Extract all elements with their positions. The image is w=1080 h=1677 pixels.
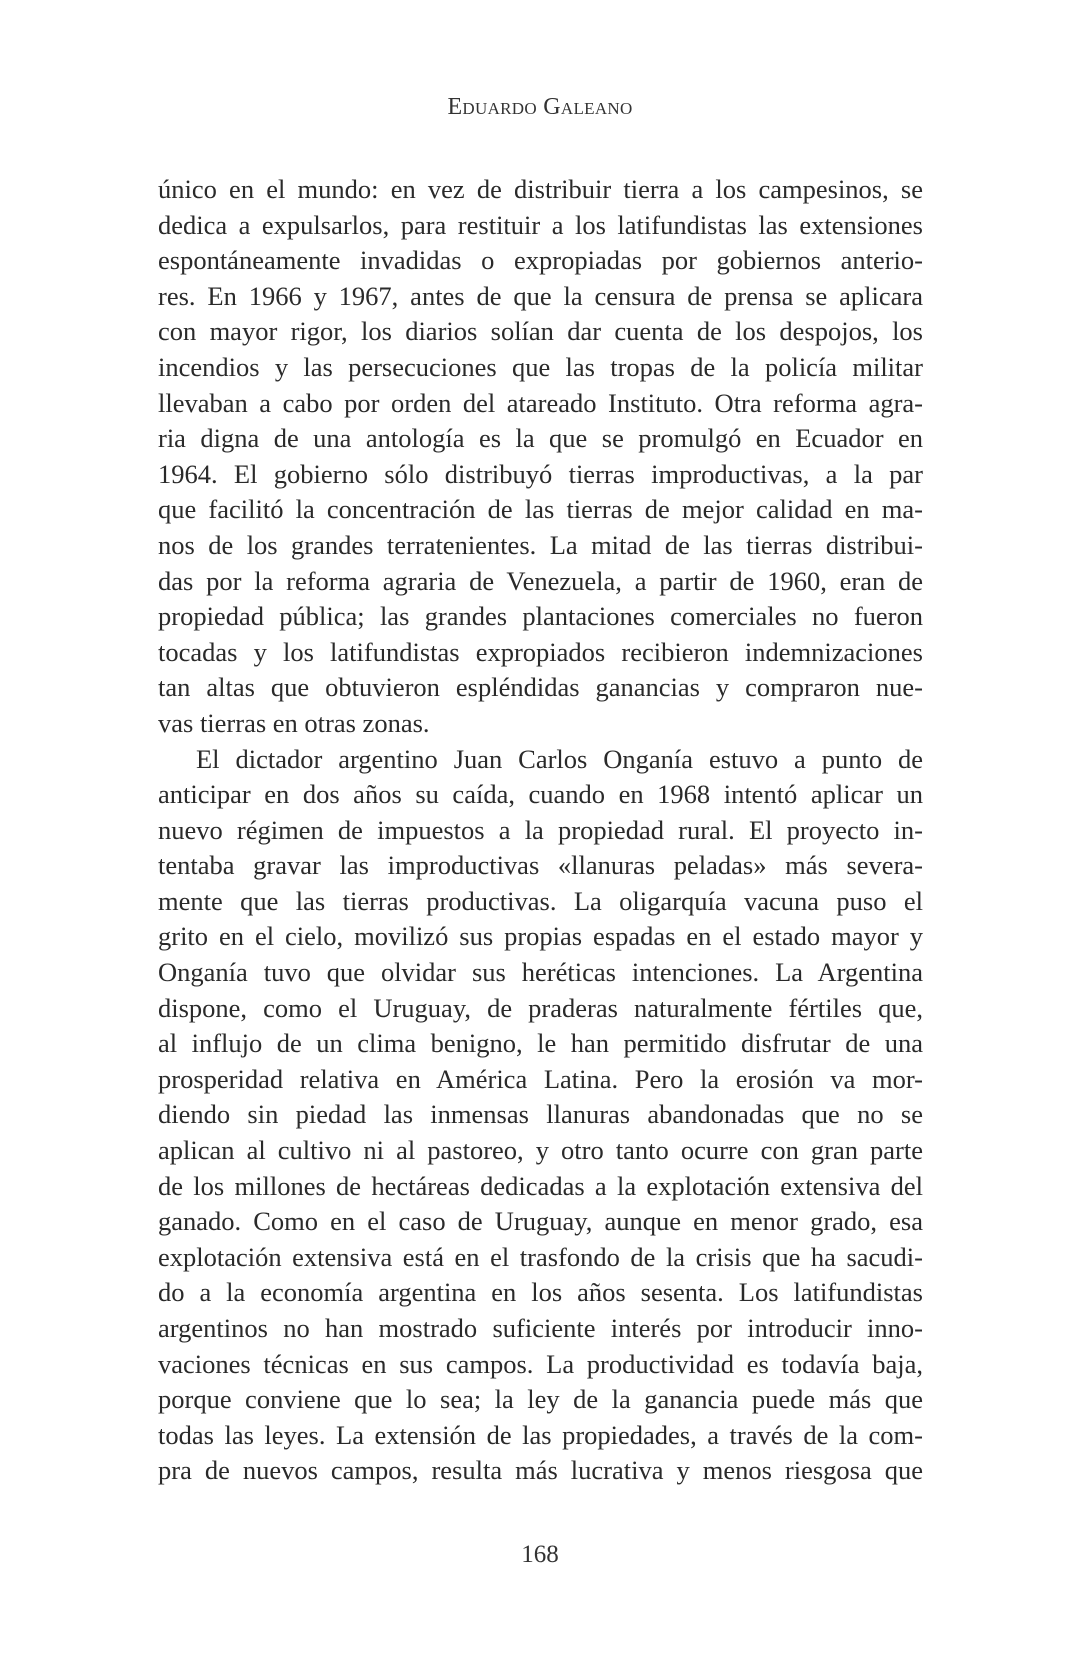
text-line: Onganía tuvo que olvidar sus heréticas intenciones. La Argentina (158, 957, 923, 988)
text-line: vas tierras en otras zonas. (158, 707, 430, 738)
text-line: tentaba gravar las improductivas «llanuras peladas» más severa- (158, 850, 923, 881)
text-line: anticipar en dos años su caída, cuando en 1968 intentó aplicar un (158, 779, 923, 810)
running-header: Eduardo Galeano (447, 94, 633, 120)
text-line: explotación extensiva está en el trasfondo de la crisis que ha sacudi- (158, 1241, 923, 1272)
text-line: grito en el cielo, movilizó sus propias espadas en el estado mayor y (158, 921, 923, 952)
text-line: res. En 1966 y 1967, antes de que la censura de prensa se aplicara (158, 280, 923, 311)
text-line: con mayor rigor, los diarios solían dar cuenta de los despojos, los (158, 316, 923, 347)
text-line: 1964. El gobierno sólo distribuyó tierras improductivas, a la par (158, 458, 923, 489)
text-line: prosperidad relativa en América Latina. Pero la erosión va mor- (158, 1063, 923, 1094)
page-number: 168 (521, 1541, 559, 1568)
text-line: ganado. Como en el caso de Uruguay, aunque en menor grado, esa (158, 1206, 923, 1237)
text-line: porque conviene que lo sea; la ley de la ganancia puede más que (158, 1384, 923, 1415)
text-line: de los millones de hectáreas dedicadas a la explotación extensiva del (158, 1170, 923, 1201)
text-line: nos de los grandes terratenientes. La mitad de las tierras distribui- (158, 529, 923, 560)
text-line: dedica a expulsarlos, para restituir a los latifundistas las extensiones (158, 209, 923, 240)
text-line: al influjo de un clima benigno, le han permitido disfrutar de una (158, 1028, 923, 1059)
text-line: diendo sin piedad las inmensas llanuras abandonadas que no se (158, 1099, 923, 1130)
paragraph (158, 172, 923, 742)
text-line: tan altas que obtuvieron espléndidas ganancias y compraron nue- (158, 672, 923, 703)
text-line: propiedad pública; las grandes plantaciones comerciales no fueron (158, 601, 923, 632)
text-line: todas las leyes. La extensión de las propiedades, a través de la com- (158, 1419, 923, 1450)
text-line: espontáneamente invadidas o expropiadas por gobiernos anterio- (158, 245, 923, 276)
text-line: nuevo régimen de impuestos a la propiedad rural. El proyecto in- (158, 814, 923, 845)
text-line: vaciones técnicas en sus campos. La productividad es todavía baja, (158, 1348, 923, 1379)
text-line: llevaban a cabo por orden del atareado Instituto. Otra reforma agra- (158, 387, 923, 418)
paragraph (158, 742, 923, 1489)
text-line: aplican al cultivo ni al pastoreo, y otro tanto ocurre con gran parte (158, 1135, 923, 1166)
text-line: incendios y las persecuciones que las tropas de la policía militar (158, 351, 923, 382)
text-line: ria digna de una antología es la que se promulgó en Ecuador en (158, 423, 923, 454)
text-line: único en el mundo: en vez de distribuir tierra a los campesinos, se (158, 174, 923, 204)
text-line: El dictador argentino Juan Carlos Onganía estuvo a punto de (196, 743, 923, 774)
text-line: argentinos no han mostrado suficiente interés por introducir inno- (158, 1313, 923, 1343)
text-line: do a la economía argentina en los años sesenta. Los latifundistas (158, 1277, 923, 1308)
text-line: tocadas y los latifundistas expropiados recibieron indemnizaciones (158, 636, 923, 667)
text-line: que facilitó la concentración de las tierras de mejor calidad en ma- (158, 494, 923, 525)
text-line: dispone, como el Uruguay, de praderas naturalmente fértiles que, (158, 992, 923, 1023)
body-text (158, 172, 923, 1489)
text-line: mente que las tierras productivas. La oligarquía vacuna puso el (158, 885, 923, 916)
text-line: das por la reforma agraria de Venezuela, a partir de 1960, eran de (158, 565, 923, 596)
text-line: pra de nuevos campos, resulta más lucrativa y menos riesgosa que (158, 1455, 923, 1486)
